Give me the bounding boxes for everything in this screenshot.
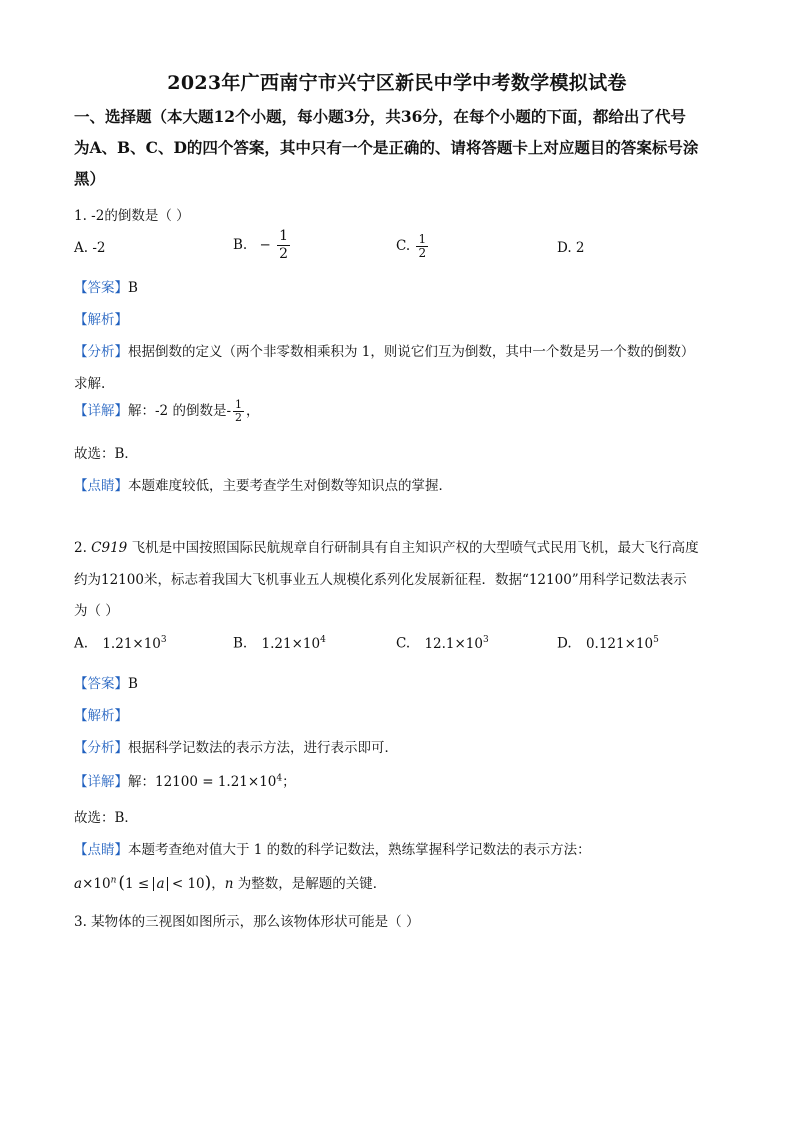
q1-option-b-label: B. xyxy=(233,237,248,253)
answer-value: B xyxy=(128,280,138,296)
q2-option-d xyxy=(557,635,659,652)
detail-end: ， xyxy=(246,403,260,419)
q2-fenxi xyxy=(74,736,398,756)
option-label: C. xyxy=(396,635,411,652)
section-instructions-line-3: 黑） xyxy=(74,169,106,188)
q1-stem: 1. -2的倒数是（ ） xyxy=(74,208,190,224)
option-exponent: 3 xyxy=(160,635,167,645)
option-label: B. xyxy=(233,635,248,652)
q1-fenxi xyxy=(74,340,694,360)
q1-answer xyxy=(74,276,138,296)
option-label: A. xyxy=(74,635,89,652)
formula-n-var: n xyxy=(224,876,234,892)
q1-detail xyxy=(74,399,260,424)
q3-stem: 3. 某物体的三视图如图所示，那么该物体形状可能是（ ） xyxy=(74,914,420,930)
formula-a: a xyxy=(74,876,83,892)
detail-exponent: 4 xyxy=(276,773,283,784)
option-value: 1.21×10 xyxy=(261,635,321,652)
formula-exponent-n: n xyxy=(110,875,117,886)
q2-choose: 故选：B． xyxy=(74,810,138,826)
formula-abs-a: a xyxy=(153,877,167,891)
fraction-denominator: 2 xyxy=(418,246,427,260)
formula-lhs: 1 ≤ xyxy=(125,876,154,892)
detail-fraction xyxy=(233,399,244,424)
page-title: 2023年广西南宁市兴宁区新民中学中考数学模拟试卷 xyxy=(167,72,627,94)
fraction-numerator: 1 xyxy=(235,398,243,411)
dianjing-text: 本题考查绝对值大于 1 的数的科学记数法，熟练掌握科学记数法的表示方法： xyxy=(128,842,591,858)
analysis-tag: 【解析】 xyxy=(74,708,128,724)
fraction-numerator: 1 xyxy=(279,228,289,244)
q2-option-a xyxy=(74,635,167,652)
formula-left-paren: ( xyxy=(118,873,125,893)
q1-option-b-fraction xyxy=(277,228,290,263)
fraction-denominator: 2 xyxy=(235,411,243,424)
q1-option-d: D. 2 xyxy=(557,240,585,256)
detail-text: 解： xyxy=(128,774,155,790)
detail-tag: 【详解】 xyxy=(74,774,128,790)
detail-end: ； xyxy=(282,774,296,790)
dianjing-text: 本题难度较低，主要考查学生对倒数等知识点的掌握． xyxy=(128,478,452,494)
q1-fenxi-continued: 求解. xyxy=(74,376,106,392)
analysis-tag: 【解析】 xyxy=(74,312,128,328)
formula-times: ×10 xyxy=(82,876,111,892)
formula-right-paren: ) xyxy=(204,873,212,893)
fenxi-text: 根据倒数的定义（两个非零数相乘积为 1，则说它们互为倒数，其中一个数是另一个数的倒数） xyxy=(128,344,695,360)
fenxi-tag: 【分析】 xyxy=(74,740,128,756)
option-exponent: 5 xyxy=(653,635,659,645)
formula-text: 为整数，是解题的关键． xyxy=(233,876,387,892)
option-value: 1.21×10 xyxy=(102,635,161,652)
fraction-numerator: 1 xyxy=(418,232,427,246)
option-exponent: 4 xyxy=(320,635,326,645)
q2-dianjing xyxy=(74,838,591,858)
detail-tag: 【详解】 xyxy=(74,403,128,419)
q2-detail xyxy=(74,770,296,790)
section-instructions-line-2: 为A、B、C、D的四个答案，其中只有一个是正确的、请将答题卡上对应题目的答案标号涂 xyxy=(74,138,699,157)
dianjing-tag: 【点睛】 xyxy=(74,842,128,858)
q2-stem-line-1 xyxy=(74,536,699,556)
fraction-denominator: 2 xyxy=(279,246,289,262)
q1-option-c-fraction xyxy=(416,233,428,260)
q2-option-b xyxy=(233,635,326,652)
detail-text: 解：-2 的倒数是- xyxy=(128,403,232,419)
q2-stem-line-2: 约为12100米，标志着我国大飞机事业五人规模化系列化发展新征程．数据“12100”用科学记数法表示 xyxy=(74,572,687,588)
q1-option-a: A. -2 xyxy=(74,240,106,256)
formula-comma: ， xyxy=(211,876,225,892)
option-exponent: 3 xyxy=(483,635,489,645)
section-instructions-line-1: 一、选择题（本大题12个小题，每小题3分，共36分，在每个小题的下面，都给出了代号 xyxy=(74,107,686,126)
option-label: D. xyxy=(557,635,572,652)
option-value: 12.1×10 xyxy=(424,635,483,652)
answer-tag: 【答案】 xyxy=(74,676,128,692)
answer-tag: 【答案】 xyxy=(74,280,128,296)
q1-option-b xyxy=(233,228,292,263)
q2-option-c xyxy=(396,635,489,652)
fenxi-text: 根据科学记数法的表示方法，进行表示即可． xyxy=(128,740,398,756)
dianjing-tag: 【点睛】 xyxy=(74,478,128,494)
q2-stem-text: 飞机是中国按照国际民航规章自行研制具有自主知识产权的大型喷气式民用飞机，最大飞行高度 xyxy=(127,540,699,556)
answer-value: B xyxy=(128,676,138,692)
q2-formula-line xyxy=(74,872,386,893)
fenxi-tag: 【分析】 xyxy=(74,344,128,360)
option-value: 0.121×10 xyxy=(585,635,654,652)
q2-number: 2. xyxy=(74,540,92,556)
q1-dianjing xyxy=(74,474,452,494)
q1-analysis xyxy=(74,308,128,328)
q1-option-c-label: C. xyxy=(396,238,411,254)
c919-name: C919 xyxy=(91,540,128,556)
q2-stem-line-3: 为（ ） xyxy=(74,603,119,619)
q1-option-b-sign: − xyxy=(259,237,271,253)
formula-rhs: < 10 xyxy=(167,876,205,892)
q2-answer xyxy=(74,672,138,692)
detail-equation: 12100 = 1.21×10 xyxy=(155,774,277,790)
q1-choose: 故选：B． xyxy=(74,446,138,462)
q2-analysis xyxy=(74,704,128,724)
q1-option-c xyxy=(396,233,430,260)
